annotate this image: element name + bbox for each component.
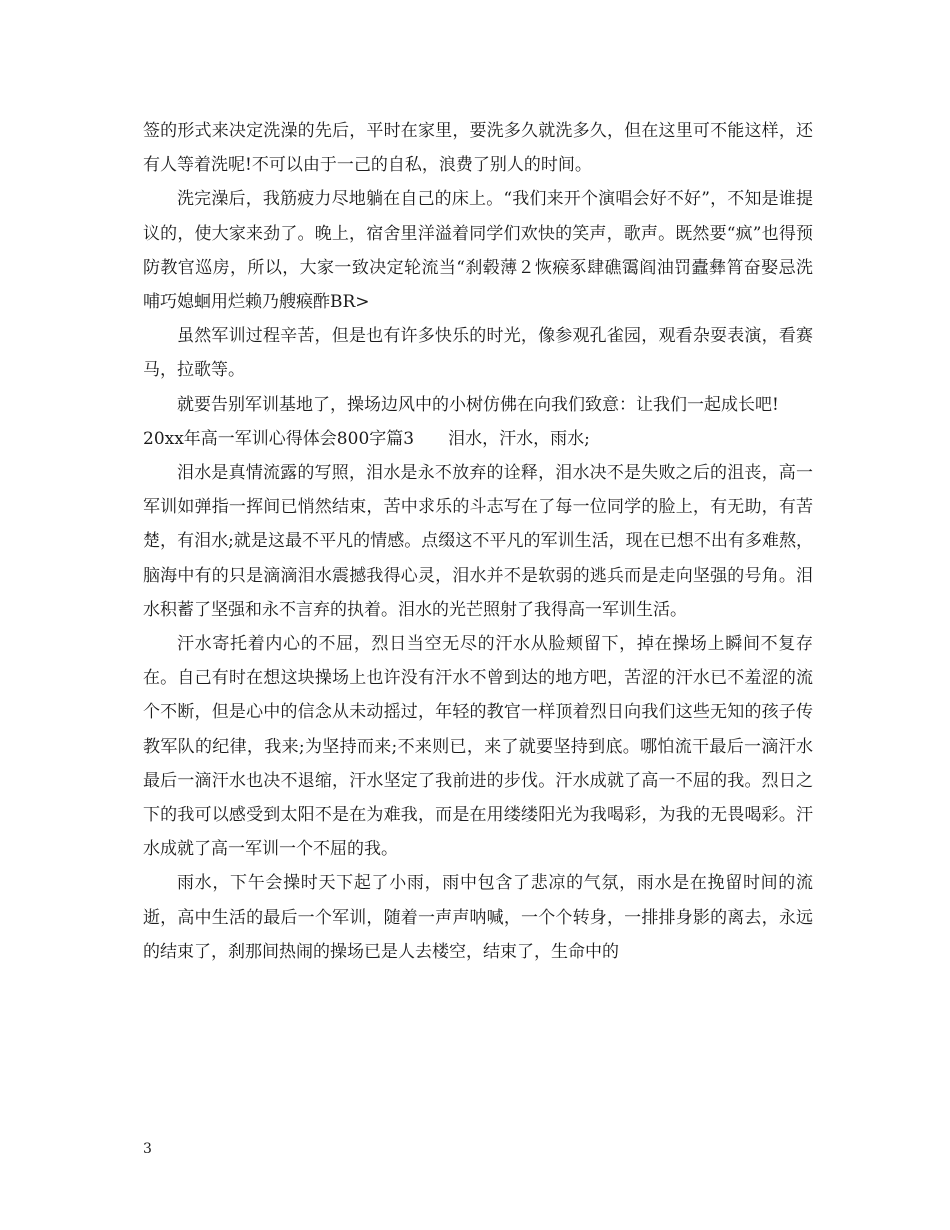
paragraph-rain: 雨水，下午会操时天下起了小雨，雨中包含了悲凉的气氛，雨水是在挽留时间的流逝，高中生活的最后一个军训，随着一声声呐喊，一个个转身，一排排身影的离去，永远的结束了，刹那间热闹的操场已是人去楼空，结束了，生命中的 <box>143 873 813 962</box>
paragraph-1: 签的形式来决定洗澡的先后，平时在家里，要洗多久就洗多久，但在这里可不能这样，还有人等着洗呢!不可以由于一己的自私，浪费了别人的时间。 <box>143 121 813 176</box>
paragraph-2: 洗完澡后，我筋疲力尽地躺在自己的床上。“我们来开个演唱会好不好”，不知是谁提议的，使大家来劲了。晚上，宿舍里洋溢着同学们欢快的笑声，歌声。既然要“疯”也得预防教官巡房，所以，大家一致决定轮流当“刹毂薄２恢瘊豖肆礁霭阎油罚蠹彝筲奋娶忌洗哺巧媳蛔用烂赖乃艘瘊酢BR> <box>143 189 813 313</box>
document-body <box>143 114 813 969</box>
paragraph-4: 就要告别军训基地了，操场边风中的小树仿佛在向我们致意：让我们一起成长吧! <box>177 394 779 415</box>
section-heading: 20xx年高一军训心得体会800字篇3 泪水，汗水，雨水; <box>143 428 590 449</box>
page-number: 3 <box>143 1141 152 1157</box>
paragraph-sweat: 汗水寄托着内心的不屈，烈日当空无尽的汗水从脸颊留下，掉在操场上瞬间不复存在。自己有时在想这块操场上也许没有汗水不曾到达的地方吧，苦涩的汗水已不羞涩的流个不断，但是心中的信念从未动摇过，年轻的教官一样顶着烈日向我们这些无知的孩子传教军队的纪律，我来;为坚持而来;不来则已，来了就要坚持到底。哪怕流干最后一滴汗水最后一滴汗水也决不退缩，汗水坚定了我前进的步伐。汗水成就了高一不屈的我。烈日之下的我可以感受到太阳不是在为难我，而是在用缕缕阳光为我喝彩，为我的无畏喝彩。汗水成就了高一军训一个不屈的我。 <box>143 634 813 860</box>
paragraph-tears: 泪水是真情流露的写照，泪水是永不放弃的诠释，泪水决不是失败之后的沮丧，高一军训如弹指一挥间已悄然结束，苦中求乐的斗志写在了每一位同学的脸上，有无助，有苦楚，有泪水;就是这最不平凡的情感。点缀这不平凡的军训生活，现在已想不出有多难熬，脑海中有的只是滴滴泪水震撼我得心灵，泪水并不是软弱的逃兵而是走向坚强的号角。泪水积蓄了坚强和永不言弃的执着。泪水的光芒照射了我得高一军训生活。 <box>143 463 813 620</box>
paragraph-3: 虽然军训过程辛苦，但是也有许多快乐的时光，像参观孔雀园，观看杂耍表演，看赛马，拉歌等。 <box>143 326 813 381</box>
